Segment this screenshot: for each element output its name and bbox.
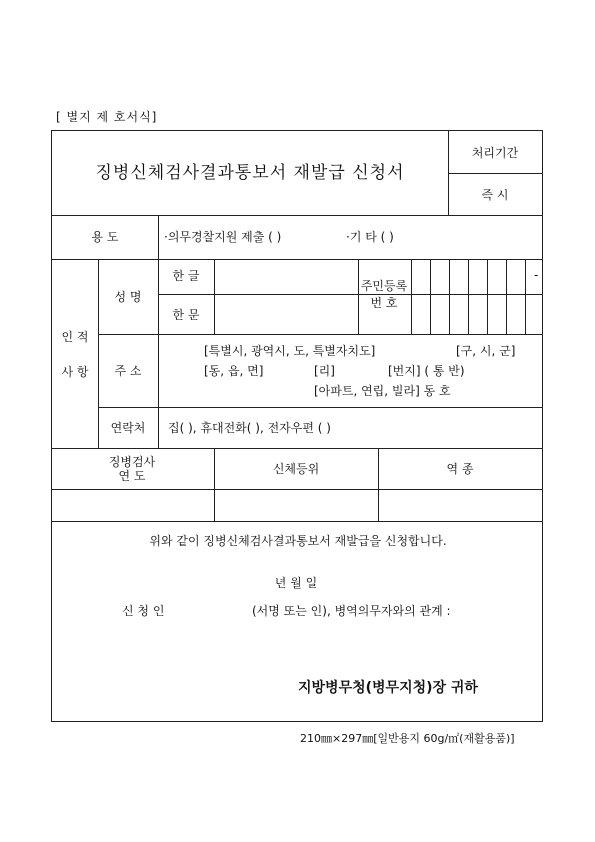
usage-label: 용 도	[91, 230, 119, 244]
name-hangul-field[interactable]	[218, 262, 354, 291]
name-hanja-field[interactable]	[218, 297, 354, 331]
service-type-label: 역 종	[446, 462, 474, 476]
rule-name-sub	[214, 259, 215, 334]
application-form	[51, 130, 543, 722]
personal-section-label-2: 사 항	[61, 365, 89, 379]
contact-label: 연락처	[110, 421, 146, 435]
rule-personal-second	[158, 259, 159, 448]
rule-rrn-box-3	[468, 259, 469, 334]
name-hanja-label: 한 문	[172, 308, 200, 322]
rule-exam-divider-1	[214, 448, 215, 521]
rule-exam-values-bottom	[52, 521, 542, 522]
rrn-label-2: 번 호	[370, 296, 398, 310]
form-number-label: [ 별지 제 호서식]	[56, 110, 158, 124]
address-line-1-left: [특별시, 광역시, 도, 특별자치도]	[204, 344, 376, 358]
rule-rrn-box-5	[506, 259, 507, 334]
rule-rrn-box-2	[449, 259, 450, 334]
rule-header-bottom	[52, 215, 542, 216]
address-line-1-right: [구, 시, 군]	[456, 344, 516, 358]
usage-option-police[interactable]: ·의무경찰지원 제출 ( )	[164, 230, 282, 244]
exam-year-label-1: 징병검사	[108, 455, 156, 469]
rule-rrn-box-0	[411, 259, 412, 334]
rule-rrn-left	[358, 259, 359, 334]
contact-fields[interactable]: 집( ), 휴대전화( ), 전자우편 ( )	[168, 421, 331, 435]
address-line-2-dong: [동, 읍, 면]	[204, 364, 264, 378]
rule-contact-bottom	[52, 448, 542, 449]
address-label: 주 소	[114, 364, 142, 378]
form-title: 징병신체검사결과통보서 재발급 신청서	[95, 163, 405, 183]
name-label: 성 명	[114, 290, 142, 304]
rule-name-middle	[158, 294, 542, 295]
rule-rrn-box-6	[525, 259, 526, 334]
recipient-office: 지방병무청(병무지청)장 귀하	[298, 680, 478, 696]
rule-processing-left	[448, 131, 449, 215]
address-line-2-ri: [리]	[314, 364, 335, 378]
usage-option-other[interactable]: ·기 타 ( )	[346, 230, 394, 244]
rule-address-bottom	[98, 407, 542, 408]
address-line-2-bunji: [번지] ( 통 반)	[388, 364, 465, 378]
rule-name-bottom	[98, 334, 542, 335]
rule-exam-divider-2	[378, 448, 379, 521]
processing-period-label: 처리기간	[471, 146, 519, 160]
application-statement: 위와 같이 징병신체검사결과통보서 재발급을 신청합니다.	[149, 534, 447, 548]
service-type-field[interactable]	[381, 492, 539, 519]
personal-section-label-1: 인 적	[61, 330, 89, 344]
physical-grade-field[interactable]	[217, 492, 375, 519]
applicant-signature-line: (서명 또는 인), 병역의무자와의 관계 :	[252, 604, 451, 618]
applicant-label: 신 청 인	[122, 604, 165, 618]
name-hangul-label: 한 글	[172, 269, 200, 283]
rule-usage-divider	[158, 215, 159, 259]
physical-grade-label: 신체등위	[272, 462, 320, 476]
address-line-3: [아파트, 연립, 빌라] 동 호	[314, 384, 451, 398]
rrn-label-1: 주민등록	[360, 279, 408, 293]
rrn-dash: -	[534, 268, 539, 282]
exam-year-field[interactable]	[55, 492, 211, 519]
rule-processing	[448, 173, 542, 174]
processing-period-value: 즉 시	[481, 188, 509, 202]
paper-spec-footer: 210㎜×297㎜[일반용지 60g/㎡(재활용품)]	[300, 732, 515, 745]
rule-personal-left	[98, 259, 99, 448]
rule-rrn-box-4	[487, 259, 488, 334]
rule-rrn-box-1	[430, 259, 431, 334]
application-date: 년 월 일	[274, 576, 318, 590]
exam-year-label-2: 연 도	[118, 469, 146, 483]
rule-exam-header-bottom	[52, 489, 542, 490]
